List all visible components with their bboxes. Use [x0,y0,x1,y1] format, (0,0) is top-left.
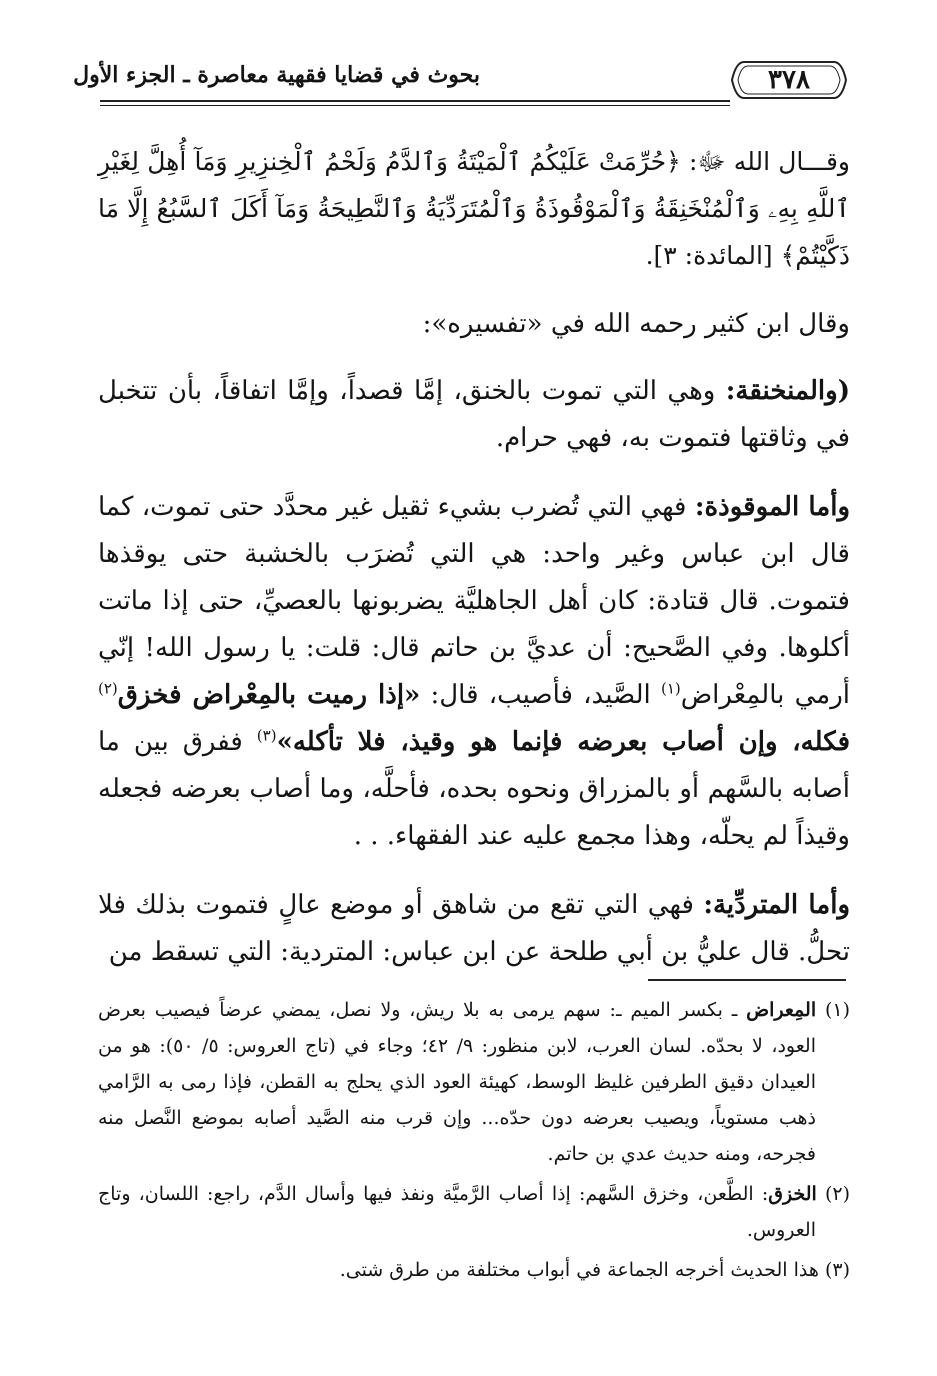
footnote-text: ـ بكسر الميم ـ: سهم يرمى به بلا ريش، ولا نصل، يمضي عرضاً فيصيب بعرض العود، لا بحدّه. لسان العرب، لابن منظور: ٩/ ٤٢؛ وجاء في (تاج العروس: ٥/ ٥٠): هو من العيدان دقيق الطرفين غليظ الوسط، كهيئة العود الذي يحلج به القطن، فإذا رمى به الرَّامي ذهب مستوياً، ويصيب بعرضه دون حدّه... وإن قرب منه الصَّيد أصابه بموضع النَّصل منه فجرحه، ومنه حديث عدي بن حاتم. [98,999,816,1165]
text-mawquza-c: ففرق بين ما أصابه بالسَّهم أو بالمزراق ونحوه بحده، فأحلَّه، وما أصاب بعرضه فجعله وقيذاً لم يحلّه، وهذا مجمع عليه عند الفقهاء. . . [98,727,850,851]
footnote-text: هذا الحديث أخرجه الجماعة في أبواب مختلفة من طرق شتى. [339,1259,819,1281]
footnote-1 [98,992,850,1172]
text-mawquza-a: فهي التي تُضرب بشيء ثقيل غير محدَّد حتى تموت، كما قال ابن عباس وغير واحد: هي التي تُضرَب بالخشبة حتى يوقذها فتموت. قال قتادة: كان أهل الجاهليَّة يضربونها بالعصيِّ، حتى إذا ماتت أكلوها. وفي الصَّحيح: أن عديَّ بن حاتم قال: قلت: يا رسول الله! إنّي أرمي بالمِعْراض [98,492,850,710]
footnotes [98,992,850,1292]
paragraph-munkhaniqa [98,368,850,462]
page-header [73,52,848,108]
footnote-number: (٣) [824,1259,850,1281]
paragraph-mutaraddiya [98,882,850,976]
header-rule [100,100,730,102]
footnote-2 [98,1176,850,1248]
page-number: ٣٧٨ [768,65,810,95]
term-mutaraddiya: وأما المتردِّية: [703,890,850,920]
footnote-3 [98,1252,850,1288]
page-number-frame [730,58,848,102]
text-mawquza-b: الصَّيد، فأصيب، قال: [420,680,661,710]
main-text [98,138,850,998]
header-rule-thin [100,105,730,106]
text-mutaraddiya: فهي التي تقع من شاهق أو موضع عالٍ فتموت بذلك فلا تحلُّ. قال عليُّ بن أبي طلحة عن ابن عباس: المتردية: التي تسقط من [98,890,850,967]
paragraph-ibn-kathir: وقال ابن كثير رحمه الله في «تفسيره»: [422,309,850,339]
term-mawquza: وأما الموقوذة: [694,492,850,522]
paragraph-mawquza [98,484,850,860]
footnote-ref-2[interactable]: (٢) [98,679,118,698]
footnote-separator [648,979,846,981]
footnote-text: : الطَّعن، وخزق السَّهم: إذا أصاب الرَّميَّة ونفذ فيها وأسال الدَّم، راجع: اللسان، وتاج العروس. [98,1183,816,1241]
footnote-number: (١) [824,999,851,1021]
text-munkhaniqa: وهي التي تموت بالخنق، إمَّا قصداً، وإمَّا اتفاقاً، بأن تتخبل في وثاقتها فتموت به، فهي حرام. [98,376,850,453]
footnote-ref-1[interactable]: (١) [660,679,681,698]
footnote-term: المِعراض [746,999,817,1021]
footnote-number: (٢) [824,1183,850,1205]
footnote-ref-3[interactable]: (٣) [256,726,277,745]
footnote-term: الخزق [768,1183,817,1205]
hadith-quote-1: «إذا رميت بالمِعْراض فخزق [117,680,421,710]
term-munkhaniqa: (والمنخنقة: [725,376,850,406]
running-title: بحوث في قضايا فقهية معاصرة ـ الجزء الأول [73,62,480,88]
paragraph-quran-verse: وقـــال الله ﷻ: ﴿حُرِّمَتْ عَلَيْكُمُ ٱلْمَيْتَةُ وَٱلدَّمُ وَلَحْمُ ٱلْخِنزِيرِ وَمَآ أُهِلَّ لِغَيْرِ ٱللَّهِ بِهِۦ وَٱلْمُنْخَنِقَةُ وَٱلْمَوْقُوذَةُ وَٱلْمُتَرَدِّيَةُ وَٱلنَّطِيحَةُ وَمَآ أَكَلَ ٱلسَّبُعُ إِلَّا مَا ذَكَّيْتُمْ﴾ [المائدة: ٣]. [98,147,850,270]
hadith-quote-2: فكله، وإن أصاب بعرضه فإنما هو وقيذ، فلا تأكله» [276,727,850,757]
